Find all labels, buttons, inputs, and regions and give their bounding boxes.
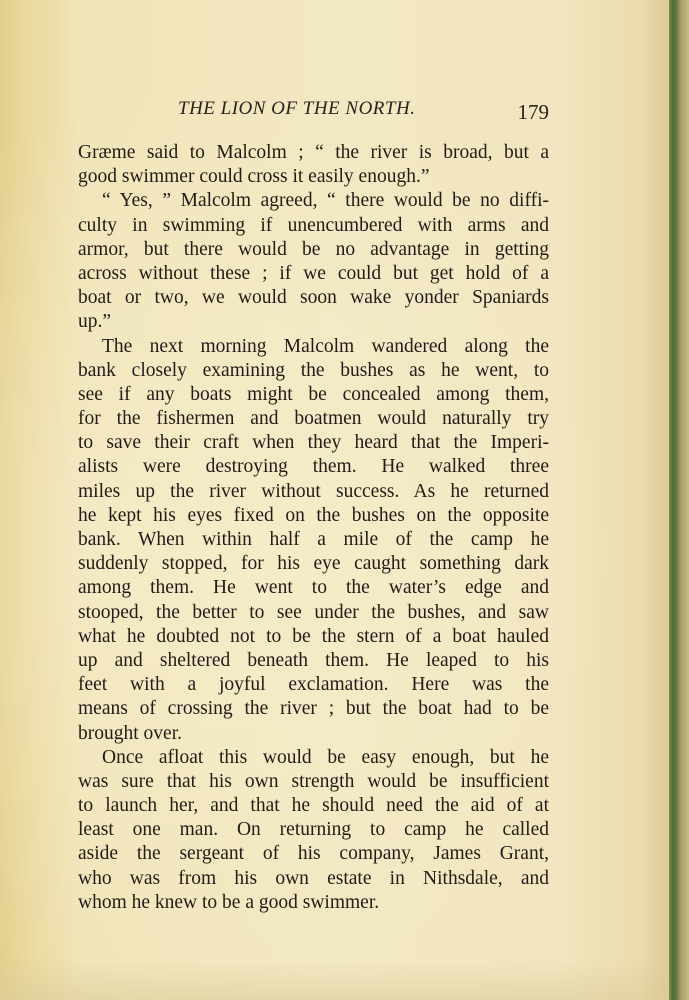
text-line: feet with a joyful exclamation. Here was the [78,674,549,696]
text-line: bank closely examining the bushes as he went, to [78,359,549,381]
text-line: what he doubted not to be the stern of a boat hauled [78,625,549,647]
text-line: good swimmer could cross it easily enough.” [78,166,430,188]
text-line: boat or two, we would soon wake yonder Spaniards [78,287,549,309]
text-line: up.” [78,311,112,333]
text-line: armor, but there would be no advantage in getting [78,238,549,260]
page-bottom-shade [0,960,669,1000]
text-line: Once afloat this would be easy enough, but he [102,746,549,768]
text-line: least one man. On returning to camp he called [78,819,549,841]
text-line: who was from his own estate in Nithsdale, and [78,867,549,889]
running-title: THE LION OF THE NORTH. [178,98,416,119]
page-edge [669,0,689,1000]
text-line: for the fishermen and boatmen would naturally try [78,408,549,430]
text-line: see if any boats might be concealed among them, [78,383,549,405]
text-line: was sure that his own strength would be insufficient [78,770,549,792]
text-line: he kept his eyes fixed on the bushes on the opposite [78,504,549,526]
text-line: among them. He went to the water’s edge and [78,577,549,599]
text-line: Græme said to Malcolm ; “ the river is broad, but a [78,142,549,163]
text-line: to save their craft when they heard that the Imperi- [78,432,549,454]
page-header [78,98,549,126]
text-line: alists were destroying them. He walked three [78,456,549,478]
text-line: whom he knew to be a good swimmer. [78,891,380,913]
text-line: miles up the river without success. As he returned [78,480,549,502]
text-line: The next morning Malcolm wandered along the [102,335,549,357]
text-line: to launch her, and that he should need the aid of at [78,795,549,817]
text-line: up and sheltered beneath them. He leaped to his [78,649,549,671]
text-line: “ Yes, ” Malcolm agreed, “ there would be no diffi- [102,190,549,212]
text-line: culty in swimming if unencumbered with arms and [78,214,549,236]
text-line: means of crossing the river ; but the boat had to be [78,698,549,720]
text-line: bank. When within half a mile of the camp he [78,529,549,550]
text-line: across without these ; if we could but get hold of a [78,262,549,284]
text-line: brought over. [78,722,182,744]
body-text [78,141,549,915]
text-line: aside the sergeant of his company, James Grant, [78,843,549,865]
text-line: suddenly stopped, for his eye caught something dark [78,553,549,575]
page-number: 179 [517,100,549,124]
text-line: stooped, the better to see under the bushes, and saw [78,601,549,623]
